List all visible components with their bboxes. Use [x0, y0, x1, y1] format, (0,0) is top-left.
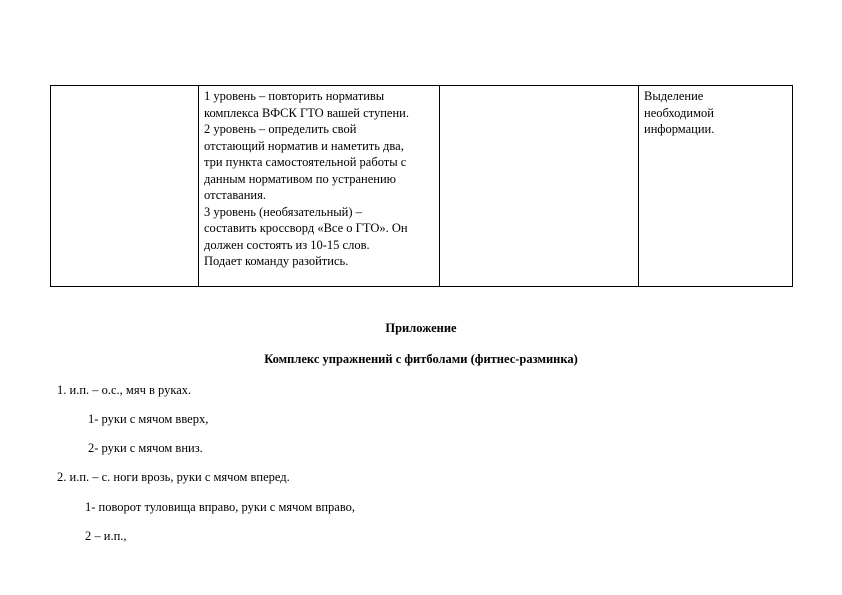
exercise-line: 2- руки с мячом вниз.	[88, 441, 203, 455]
table-cell-empty-3	[440, 86, 639, 287]
task-line: отстающий норматив и наметить два,	[204, 138, 404, 153]
task-line: отставания.	[204, 188, 266, 202]
table-row	[51, 86, 793, 287]
task-line: комплекса ВФСК ГТО вашей ступени.	[204, 105, 409, 120]
skill-line: необходимой	[644, 105, 714, 120]
task-line: Подает команду разойтись.	[204, 254, 349, 268]
task-line: 3 уровень (необязательный) –	[204, 204, 362, 219]
lesson-plan-table	[50, 85, 793, 287]
exercise-line: 1. и.п. – о.с., мяч в руках.	[57, 383, 192, 397]
task-line: 2 уровень – определить свой	[204, 122, 357, 136]
exercise-line: 2. и.п. – с. ноги врозь, руки с мячом вперед.	[57, 470, 290, 484]
task-line: три пункта самостоятельной работы с	[204, 155, 407, 169]
exercise-line: 1- руки с мячом вверх,	[88, 412, 209, 426]
task-line: 1 уровень – повторить нормативы	[204, 89, 385, 103]
task-line: должен состоять из 10-15 слов.	[204, 237, 370, 252]
appendix-subheading: Комплекс упражнений с фитболами (фитнес-разминка)	[264, 352, 578, 366]
skill-line: Выделение	[644, 89, 704, 103]
appendix-heading: Приложение	[385, 321, 457, 335]
task-line: составить кроссворд «Все о ГТО». Он	[204, 221, 408, 235]
exercise-line: 1- поворот туловища вправо, руки с мячом вправо,	[85, 500, 356, 514]
table-cell-empty-1	[51, 86, 199, 287]
task-line: данным нормативом по устранению	[204, 171, 397, 186]
table-cell-skills	[639, 86, 793, 287]
table-cell-tasks	[199, 86, 440, 287]
exercise-line: 2 – и.п.,	[85, 529, 127, 543]
skill-line: информации.	[644, 122, 715, 136]
